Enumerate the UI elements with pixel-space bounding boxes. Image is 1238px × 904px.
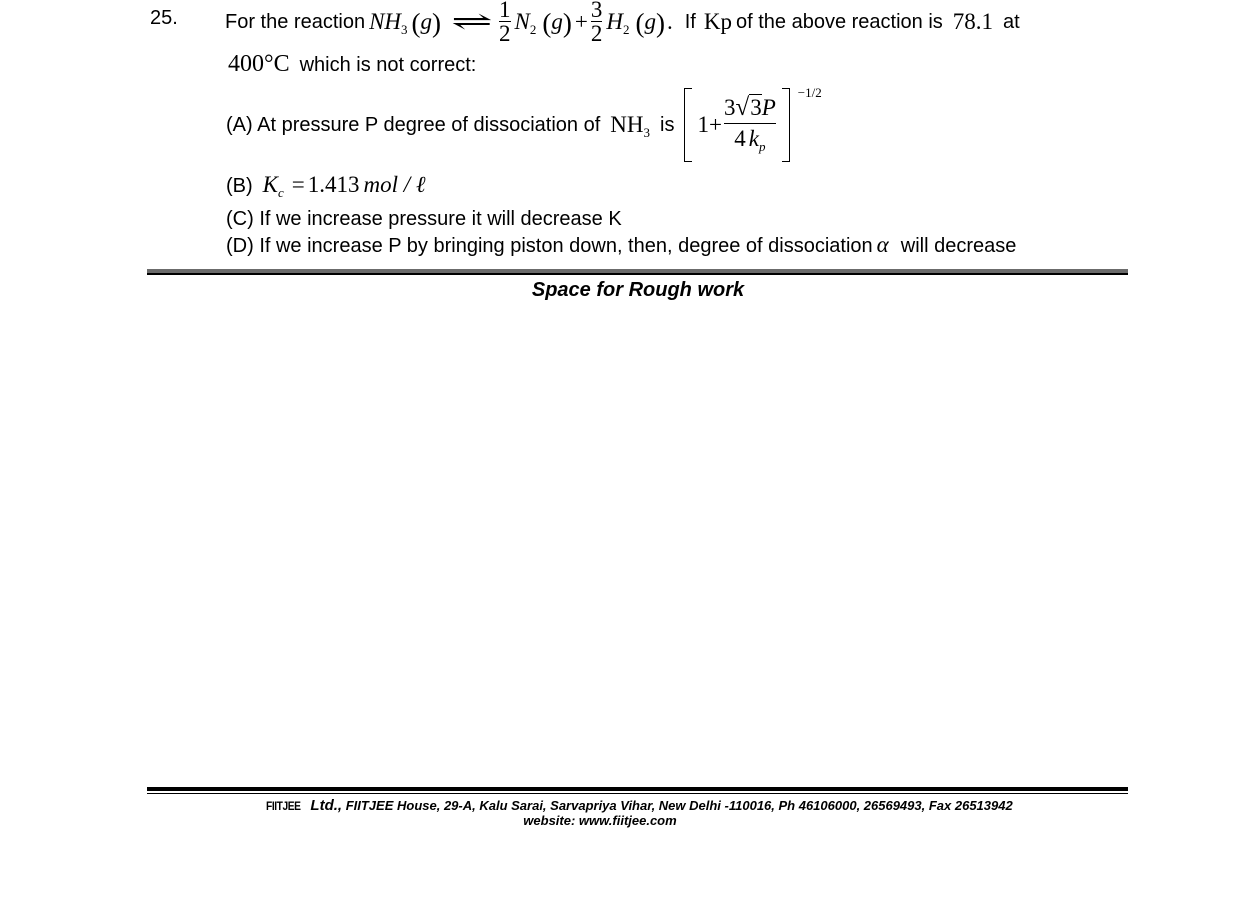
one-plus: 1+ xyxy=(697,112,722,137)
footer-rule-thick xyxy=(147,787,1128,791)
equilibrium-arrow: ⇌ xyxy=(451,7,489,36)
question-intro: For the reaction xyxy=(225,10,366,33)
option-a-species: $NH_3$ xyxy=(610,112,651,140)
if-text: If xyxy=(684,10,696,33)
plus-sign: + xyxy=(574,9,588,34)
product2-formula: $H_2$ xyxy=(606,9,630,37)
kp-text: of the above reaction is xyxy=(735,10,943,33)
option-d-tail: will decrease xyxy=(900,235,1017,257)
kc-value: 1.413 xyxy=(307,172,360,197)
footer-company: Ltd., xyxy=(310,797,343,814)
option-c: (C) If we increase pressure it will decrease K xyxy=(226,208,622,230)
equals-sign: = xyxy=(291,172,305,197)
dissociation-expression xyxy=(684,85,822,163)
kp-value: 78.1 xyxy=(952,9,994,34)
reactant-formula: $NH_3$ xyxy=(369,9,408,37)
question-prompt: which is not correct: xyxy=(299,54,477,76)
reactant-phase: g xyxy=(420,9,433,34)
kp-symbol: Kp xyxy=(703,9,732,34)
top-divider xyxy=(147,269,1128,275)
option-d xyxy=(226,232,1016,258)
question-line-1: For the reaction $NH_3$ ( g ) ⇌ $\frac{1}{2}$ $N_2$ ( g ) + $\frac{3}{2}$ $H_2$ ( g ) . If Kp of the above reaction is 78.1 at xyxy=(225,0,1020,46)
footer-address: FIITJEE House, 29-A, Kalu Sarai, Sarvapriya Vihar, New Delhi -110016, Ph 46106000, 26569493, Fax 26513942 xyxy=(345,798,1013,813)
exponent: −1/2 xyxy=(797,85,822,100)
question-number: 25. xyxy=(150,7,178,29)
option-a xyxy=(226,84,822,166)
reaction-period: . xyxy=(666,9,673,34)
kc-unit: mol / ℓ xyxy=(363,172,426,197)
alpha-symbol: α xyxy=(876,232,889,257)
footer-brand: FIITJEE xyxy=(266,799,301,813)
option-b-label: (B) xyxy=(226,175,253,197)
product1-phase: g xyxy=(551,9,563,34)
option-a-is: is xyxy=(660,113,675,136)
option-b xyxy=(226,172,426,198)
footer-website[interactable]: website: www.fiitjee.com xyxy=(523,813,677,828)
rough-work-heading: Space for Rough work xyxy=(531,279,745,301)
at-text: at xyxy=(1003,10,1020,33)
question-line-2 xyxy=(228,51,476,78)
dissociation-fraction: $\frac{3√3P}{4 k_p}$ xyxy=(723,94,776,154)
option-d-text: (D) If we increase P by bringing piston down, then, degree of dissociation xyxy=(226,235,873,257)
footer-rule-thin xyxy=(147,793,1128,794)
option-a-label: (A) At pressure P degree of dissociation of xyxy=(226,113,601,136)
footer-address-line xyxy=(0,797,1238,814)
product1-formula: $N_2$ xyxy=(514,9,537,37)
kc-symbol: $K_c$ xyxy=(262,172,284,200)
coefficient-half-n2: $\frac{1}{2}$ xyxy=(499,0,511,46)
temperature: 400°C xyxy=(228,51,290,77)
product2-phase: g xyxy=(644,9,656,34)
coefficient-three-halves-h2: $\frac{3}{2}$ xyxy=(590,0,603,46)
